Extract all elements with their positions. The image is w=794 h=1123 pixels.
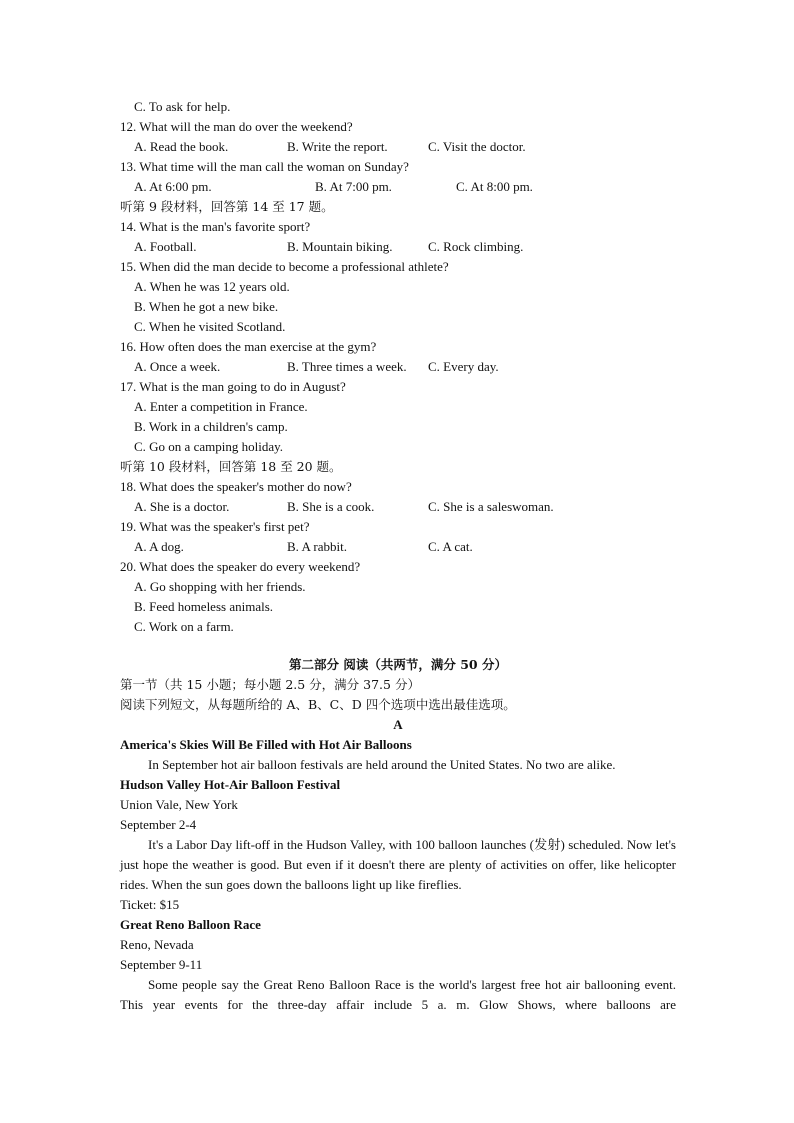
q15-option-a: A. When he was 12 years old. [134, 279, 290, 294]
q12-stem: 12. What will the man do over the weekend? [120, 119, 353, 134]
event-1-date: September 2-4 [120, 817, 197, 832]
q17-option-c: C. Go on a camping holiday. [134, 439, 283, 454]
q13-options [120, 177, 676, 197]
q13-option-b: B. At 7:00 pm. [315, 179, 392, 194]
q13-option-a: A. At 6:00 pm. [134, 179, 212, 194]
q14-option-c: C. Rock climbing. [428, 239, 524, 254]
q12-option-b: B. Write the report. [287, 139, 388, 154]
reading-instruction: 阅读下列短文，从每题所给的 A、B、C、D 四个选项中选出最佳选项。 [120, 697, 516, 712]
q15-option-c: C. When he visited Scotland. [134, 319, 286, 334]
event-2-place: Reno, Nevada [120, 937, 194, 952]
event-1-name: Hudson Valley Hot-Air Balloon Festival [120, 777, 341, 792]
q16-option-b: B. Three times a week. [287, 359, 407, 374]
q18-option-c: C. She is a saleswoman. [428, 499, 554, 514]
q20-option-b: B. Feed homeless animals. [134, 599, 274, 614]
q17-option-a: A. Enter a competition in France. [134, 399, 308, 414]
part-two-title: 第二部分 阅读（共两节，满分 50 分） [289, 657, 507, 672]
q14-options [120, 237, 676, 257]
spacer [120, 637, 676, 655]
q16-stem: 16. How often does the man exercise at the gym? [120, 339, 377, 354]
q19-stem: 19. What was the speaker's first pet? [120, 519, 310, 534]
event-2-description: Some people say the Great Reno Balloon Race is the world's largest free hot air ballooning event. This year events for the three-day affair include 5 a. m. Glow Shows, where balloons are [120, 977, 676, 1012]
q12-option-c: C. Visit the doctor. [428, 139, 526, 154]
q14-stem: 14. What is the man's favorite sport? [120, 219, 311, 234]
q19-option-b: B. A rabbit. [287, 539, 347, 554]
q12-option-a: A. Read the book. [134, 139, 229, 154]
q16-option-a: A. Once a week. [134, 359, 221, 374]
q17-stem: 17. What is the man going to do in August? [120, 379, 346, 394]
q17-option-b: B. Work in a children's camp. [134, 419, 288, 434]
q20-stem: 20. What does the speaker do every weekend? [120, 559, 361, 574]
q20-option-a: A. Go shopping with her friends. [134, 579, 306, 594]
section-9-heading: 听第 9 段材料，回答第 14 至 17 题。 [120, 199, 334, 214]
q18-option-b: B. She is a cook. [287, 499, 375, 514]
q18-option-a: A. She is a doctor. [134, 499, 230, 514]
event-1-place: Union Vale, New York [120, 797, 238, 812]
section-one-heading: 第一节（共 15 小题；每小题 2.5 分，满分 37.5 分） [120, 677, 420, 692]
q14-option-b: B. Mountain biking. [287, 239, 393, 254]
passage-letter: A [393, 717, 403, 732]
q19-options [120, 537, 676, 557]
q16-options [120, 357, 676, 377]
q11-option-c: C. To ask for help. [134, 99, 231, 114]
q19-option-a: A. A dog. [134, 539, 184, 554]
section-10-heading: 听第 10 段材料，回答第 18 至 20 题。 [120, 459, 342, 474]
event-1-ticket: Ticket: $15 [120, 897, 180, 912]
event-2-name: Great Reno Balloon Race [120, 917, 261, 932]
q15-stem: 15. When did the man decide to become a professional athlete? [120, 259, 449, 274]
q12-options [120, 137, 676, 157]
event-1-description: It's a Labor Day lift-off in the Hudson Valley, with 100 balloon launches (发射) scheduled. Now let's just hope the weather is good. But even if it doesn't there are plenty of activities on offer, like helicopter rides. When the sun goes down the balloons light up like fireflies. [120, 837, 676, 892]
q19-option-c: C. A cat. [428, 539, 473, 554]
passage-intro: In September hot air balloon festivals are held around the United States. No two are alike. [148, 757, 616, 772]
q13-stem: 13. What time will the man call the woman on Sunday? [120, 159, 409, 174]
exam-page [120, 97, 676, 1015]
q20-option-c: C. Work on a farm. [134, 619, 234, 634]
q18-options [120, 497, 676, 517]
q18-stem: 18. What does the speaker's mother do now? [120, 479, 352, 494]
q15-option-b: B. When he got a new bike. [134, 299, 279, 314]
passage-title: America's Skies Will Be Filled with Hot Air Balloons [120, 737, 412, 752]
q16-option-c: C. Every day. [428, 359, 499, 374]
event-2-date: September 9-11 [120, 957, 203, 972]
q13-option-c: C. At 8:00 pm. [456, 179, 533, 194]
q14-option-a: A. Football. [134, 239, 197, 254]
